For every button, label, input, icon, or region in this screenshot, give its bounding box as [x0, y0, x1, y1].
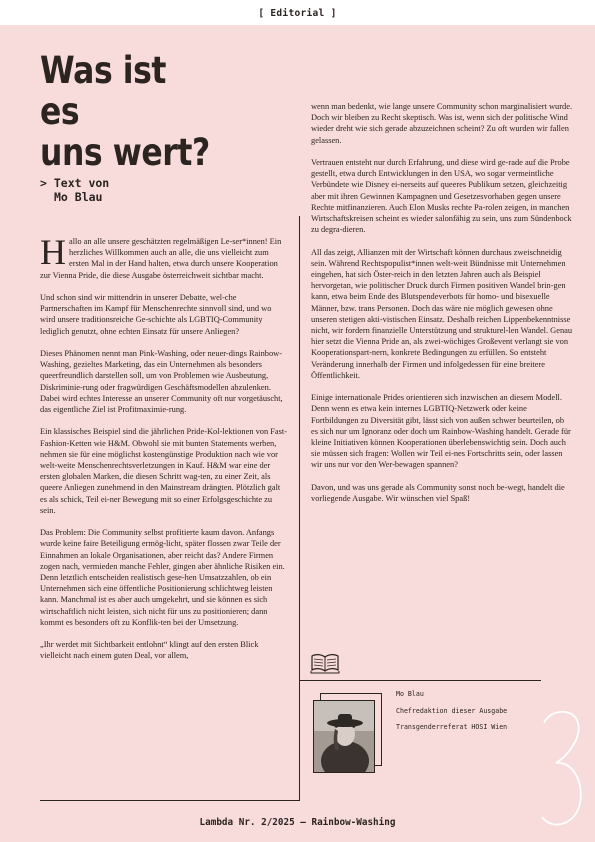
article-title: [40, 50, 210, 173]
paragraph: Ein klassisches Beispiel sind die jährlichen Pride-Kol-lektionen von Fast-Fashion-Ketten wie H&M. Obwohl sie mit bunten Statements werben, nehmen sie für eine möglichst kostengünstige Produktion nach wie vor welt-weite Menschenrechtsverletzungen in Kauf. H&M war eine der ersten globalen Marken, die diesen Schritt wag-ten, zu einer Zeit, als queere Anliegen zunehmend in den Mainstream drängten. Plötzlich galt es als schick, Teil ei-ner Bewegung mit so einer Erfolgsgeschichte zu sein.: [40, 427, 288, 515]
paragraph: Das Problem: Die Community selbst profitierte kaum davon. Anfangs wurde keine faire Beteiligung ermög-licht, später flossen zwar Teile der Einnahmen an lokale Organisationen, aber reicht das? Andere Firmen zogen nach, vermieden manche Fehler, gingen aber ähnliche Risiken ein. Denn letztlich entscheiden realistisch gese-hen Umsatzzahlen, ob ein Unternehmen sich eine öffentliche Positionierung schlichtweg leisten kann. Manchmal ist es aber auch umgekehrt, und sie können es sich wirtschaftlich nicht leisten, sich nicht für uns zu positionieren; dann kommt es besonders oft zu Konflik-ten bei der Umsetzung.: [40, 528, 285, 627]
paragraph: Davon, und was uns gerade als Community sonst noch be-wegt, handelt die vorliegende Ausgabe. Wir wünschen viel Spaß!: [311, 482, 565, 504]
paragraph: wenn man bedenkt, wie lange unsere Community schon marginalisiert wurde. Doch wir bleiben zu Recht skeptisch. Was ist, wenn sich der politische Wind wieder dreht wie sich gerade abzuzeichnen scheint? Zu oft wurden wir fallen gelassen.: [311, 102, 573, 145]
author-portrait-icon: [314, 701, 375, 773]
paragraph: Vertrauen entsteht nur durch Erfahrung, und diese wird ge-rade auf die Probe gestellt, etwa durch Entwicklungen in den USA, wo sogar vermeintliche Verbündete wie Disney ei-nerseits auf queeres Publikum setzen, gleichzeitig aber mit ihren Gewinnen Kampagnen und Gesetzesvorhaben gegen unsere Rechte mitfinanzieren. Auch Elon Musks rechte Pa-rolen zeigen, in manchen Wirtschaftskreisen scheint es wieder salonfähig zu sein, uns zum Sündenbock zu degra-dieren.: [311, 158, 572, 235]
footer: Lambda Nr. 2/2025 – Rainbow-Washing: [199, 817, 396, 828]
drop-cap: H: [40, 232, 66, 272]
left-column: [40, 232, 288, 673]
author-photo: [313, 700, 375, 773]
column-divider: [299, 216, 300, 800]
byline-author: Mo Blau: [54, 190, 103, 204]
paragraph: All das zeigt, Allianzen mit der Wirtschaft können durchaus zweischneidig sein. Während Rechtspopulist*innen welt-weit Bündnisse mit Unternehmen eingehen, hat sich Öster-reich in den letzten Jahren auch als Beispiel hervorgetan, wie politischer Druck durch Firmen positiven Wandel brin-gen kann, etwa beim Ende des Blutspendeverbots für homo- und bisexuelle Männer, bzw. trans Personen. Doch das wäre nie möglich gewesen ohne unseren stetigen akti-vistischen Einsatz. Deshalb reichen Lippenbekenntnisse nicht, wir fordern finanzielle Unterstützung und strukturel-len Wandel. Genau hier setzt die Vienna Pride an, als zwei-wöchiges Großevent verlangt sie von Kooperationspart-nern, konkrete Bedingungen zu erfüllen. So entsteht Veränderung innerhalb der Firmen und infolgedessen für eine breitere Öffentlichkeit.: [311, 247, 573, 380]
section-label: [ Editorial ]: [258, 8, 337, 19]
bottom-rule: [40, 800, 300, 801]
paragraph-text: allo an alle unsere geschätzten regelmäßigen Le-ser*innen! Ein herzliches Willkommen auch an alle, die uns vielleicht zum ersten Mal in der Hand halten, etwa durch unsere Kooperation zur Vienna Pride, die diese Ausgabe österreichweit sichtbar macht.: [40, 237, 282, 280]
author-name: Mo Blau: [396, 690, 424, 698]
author-role: Chefredaktion dieser Ausgabe: [396, 706, 508, 715]
author-affiliation: Transgenderreferat HOSI Wien: [396, 723, 508, 732]
author-info-rule: [299, 680, 541, 681]
paragraph: „Ihr werdet mit Sichtbarkeit entlohnt“ klingt auf den ersten Blick vielleicht nach einem guten Deal, vor allem,: [40, 640, 259, 661]
author-info: [396, 690, 536, 732]
page-number-graphic: [538, 705, 583, 835]
open-book-icon: [310, 652, 340, 674]
right-column: [311, 101, 573, 515]
paragraph: Dieses Phänomen nennt man Pink-Washing, oder neuer-dings Rainbow-Washing, gezieltes Marketing, das ein Unternehmen als besonders queerfreundlich darstellen soll, um von Problemen wie Ausbeutung, Diskriminie-rung oder fragwürdigen Geschäftsmodellen abzulenken. Dabei wird echtes Interesse an unserer Community oft nur vorgetäuscht, das eigentliche Ziel ist Profitmaximie-rung.: [40, 349, 283, 415]
title-line-1: Was ist es: [40, 49, 167, 133]
page-number: 3: [538, 705, 539, 706]
paragraph: Und schon sind wir mittendrin in unserer Debatte, wel-che Partnerschaften im Kampf für Menschenrechte sinnvoll sind, und wo wird unsere traditionsreiche Ge-schichte als LGBTIQ-Community lediglich genutzt, ohne echten Einsatz für unsere Anliegen?: [40, 293, 272, 336]
title-line-2: uns wert?: [40, 131, 210, 174]
paragraph: Einige internationale Prides orientieren sich inzwischen an diesem Modell. Denn wenn es etwa kein internes LGBTIQ-Netzwerk oder keine Fortbildungen zu Diversität gibt, lässt sich von außen schwer beurteilen, ob es sich nur um Ignoranz oder doch um Rainbow-Washing handelt. Gerade für kleine Initiativen können Kooperationen überlebenswichtig sein. Doch auch sie müssen sich fragen: Wollen wir Teil ei-nes Fortschritts sein, oder lassen wir uns nur vor den Wer-bewagen spannen?: [311, 393, 571, 470]
byline-prefix: > Text von: [40, 176, 110, 190]
byline: [40, 176, 200, 204]
paragraph: [40, 232, 288, 281]
